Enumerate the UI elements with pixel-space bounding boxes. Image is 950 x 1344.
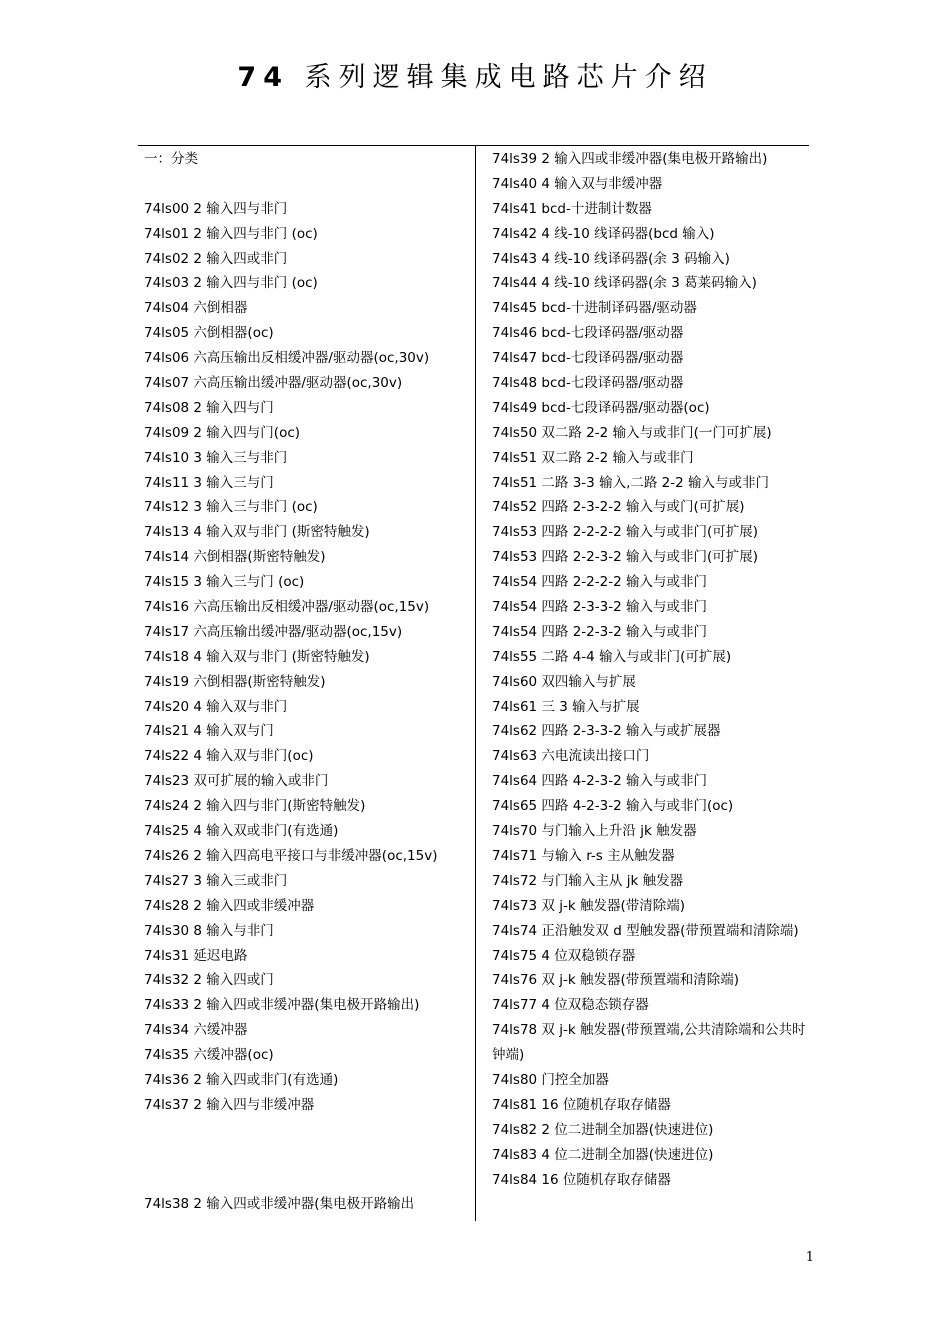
list-item: 74ls18 4 输入双与非门 (斯密特触发)	[144, 648, 370, 665]
list-item: 74ls19 六倒相器(斯密特触发)	[144, 673, 326, 690]
list-item: 74ls54 四路 2-3-3-2 输入与或非门	[492, 599, 707, 616]
page-title-number: 74	[237, 62, 289, 93]
list-item: 74ls08 2 输入四与门	[144, 399, 274, 416]
list-item: 74ls17 六高压输出缓冲器/驱动器(oc,15v)	[144, 623, 403, 640]
list-item: 74ls31 延迟电路	[144, 947, 248, 964]
list-item: 74ls65 四路 4-2-3-2 输入与或非门(oc)	[492, 798, 734, 815]
list-item: 74ls54 四路 2-2-2-2 输入与或非门	[492, 574, 707, 591]
list-item: 74ls81 16 位随机存取存储器	[492, 1096, 671, 1113]
list-item: 74ls03 2 输入四与非门 (oc)	[144, 275, 318, 292]
list-item: 74ls35 六缓冲器(oc)	[144, 1047, 274, 1064]
list-item: 74ls54 四路 2-2-3-2 输入与或非门	[492, 623, 707, 640]
list-item: 74ls09 2 输入四与门(oc)	[144, 424, 301, 441]
list-item: 74ls21 4 输入双与门	[144, 723, 274, 740]
page-title	[0, 55, 950, 94]
list-item: 74ls00 2 输入四与非门	[144, 200, 288, 217]
list-item: 74ls83 4 位二进制全加器(快速进位)	[492, 1146, 714, 1163]
list-item: 74ls82 2 位二进制全加器(快速进位)	[492, 1121, 714, 1138]
list-item: 74ls39 2 输入四或非缓冲器(集电极开路输出)	[492, 151, 768, 167]
list-item: 74ls77 4 位双稳态锁存器	[492, 997, 649, 1014]
list-item: 74ls04 六倒相器	[144, 300, 248, 317]
list-item: 74ls02 2 输入四或非门	[144, 250, 288, 267]
page-title-text: 系列逻辑集成电路芯片介绍	[288, 62, 713, 93]
list-item: 74ls33 2 输入四或非缓冲器(集电极开路输出)	[144, 997, 420, 1014]
list-item: 74ls23 双可扩展的输入或非门	[144, 773, 329, 790]
list-item: 74ls36 2 输入四或非门(有选通)	[144, 1071, 339, 1088]
left-item-list	[144, 197, 469, 1118]
list-item: 74ls49 bcd-七段译码器/驱动器(oc)	[492, 399, 710, 416]
list-item: 74ls25 4 输入双或非门(有选通)	[144, 823, 339, 840]
list-item: 74ls71 与输入 r-s 主从触发器	[492, 847, 675, 864]
list-item: 74ls11 3 输入三与门	[144, 474, 274, 491]
list-item: 74ls48 bcd-七段译码器/驱动器	[492, 375, 684, 392]
list-item: 74ls06 六高压输出反相缓冲器/驱动器(oc,30v)	[144, 350, 430, 367]
list-item: 74ls46 bcd-七段译码器/驱动器	[492, 325, 684, 342]
list-item: 74ls20 4 输入双与非门	[144, 698, 288, 715]
right-column	[492, 147, 810, 1192]
list-item: 74ls16 六高压输出反相缓冲器/驱动器(oc,15v)	[144, 599, 430, 616]
list-item: 74ls75 4 位双稳锁存器	[492, 947, 636, 964]
list-item: 74ls47 bcd-七段译码器/驱动器	[492, 350, 684, 367]
page-number: 1	[805, 1250, 814, 1265]
list-item: 74ls10 3 输入三与非门	[144, 449, 288, 466]
list-item: 74ls84 16 位随机存取存储器	[492, 1171, 671, 1188]
list-item: 74ls76 双 j-k 触发器(带预置端和清除端)	[492, 972, 739, 989]
list-item: 74ls26 2 输入四高电平接口与非缓冲器(oc,15v)	[144, 847, 438, 864]
list-item: 74ls44 4 线-10 线译码器(余 3 葛莱码输入)	[492, 275, 757, 292]
list-item: 74ls51 二路 3-3 输入,二路 2-2 输入与或非门	[492, 474, 769, 491]
left-column	[144, 147, 469, 1217]
list-item: 74ls80 门控全加器	[492, 1072, 609, 1088]
list-item: 74ls51 双二路 2-2 输入与或非门	[492, 449, 694, 466]
list-item: 74ls62 四路 2-3-3-2 输入与或扩展器	[492, 723, 721, 740]
list-item: 74ls34 六缓冲器	[144, 1022, 248, 1039]
list-item: 74ls13 4 输入双与非门 (斯密特触发)	[144, 524, 370, 541]
list-item: 74ls45 bcd-十进制译码器/驱动器	[492, 300, 697, 317]
list-item: 74ls07 六高压输出缓冲器/驱动器(oc,30v)	[144, 375, 403, 392]
list-item: 74ls43 4 线-10 线译码器(余 3 码输入)	[492, 250, 730, 267]
list-item: 74ls74 正沿触发双 d 型触发器(带预置端和清除端)	[492, 922, 799, 939]
list-item: 74ls55 二路 4-4 输入与或非门(可扩展)	[492, 648, 732, 665]
list-item: 74ls50 双二路 2-2 输入与或非门(一门可扩展)	[492, 424, 772, 441]
list-item: 74ls64 四路 4-2-3-2 输入与或非门	[492, 773, 707, 790]
list-item: 74ls41 bcd-十进制计数器	[492, 200, 652, 217]
list-item: 74ls53 四路 2-2-2-2 输入与或非门(可扩展)	[492, 524, 759, 541]
list-item: 74ls12 3 输入三与非门 (oc)	[144, 499, 318, 516]
list-item: 74ls63 六电流读出接口门	[492, 748, 650, 765]
list-item: 74ls73 双 j-k 触发器(带清除端)	[492, 897, 685, 914]
list-item: 74ls61 三 3 输入与扩展	[492, 698, 640, 715]
list-item: 74ls60 双四输入与扩展	[492, 673, 636, 690]
list-item: 74ls72 与门输入主从 jk 触发器	[492, 872, 684, 889]
list-item: 74ls38 2 输入四或非缓冲器(集电极开路输出	[144, 1196, 415, 1213]
right-item-list	[492, 147, 810, 1192]
list-item: 74ls14 六倒相器(斯密特触发)	[144, 549, 326, 566]
list-item: 74ls05 六倒相器(oc)	[144, 325, 274, 342]
list-item: 74ls30 8 输入与非门	[144, 922, 274, 939]
list-item: 74ls78 双 j-k 触发器(带预置端,公共清除端和公共时钟端)	[492, 1022, 806, 1064]
list-item: 74ls15 3 输入三与门 (oc)	[144, 574, 305, 591]
section-heading: 一：分类	[144, 151, 198, 167]
list-item: 74ls37 2 输入四与非缓冲器	[144, 1096, 315, 1113]
list-item: 74ls42 4 线-10 线译码器(bcd 输入)	[492, 225, 715, 242]
list-item: 74ls01 2 输入四与非门 (oc)	[144, 225, 318, 242]
list-item: 74ls52 四路 2-3-2-2 输入与或门(可扩展)	[492, 499, 745, 516]
list-item: 74ls22 4 输入双与非门(oc)	[144, 748, 314, 765]
list-item: 74ls53 四路 2-2-3-2 输入与或非门(可扩展)	[492, 549, 759, 566]
list-item: 74ls70 与门输入上升沿 jk 触发器	[492, 823, 697, 840]
list-item: 74ls40 4 输入双与非缓冲器	[492, 175, 663, 192]
list-item: 74ls27 3 输入三或非门	[144, 872, 288, 889]
list-item: 74ls32 2 输入四或门	[144, 972, 274, 989]
list-item: 74ls28 2 输入四或非缓冲器	[144, 897, 315, 914]
header-rule	[138, 145, 809, 146]
list-item: 74ls24 2 输入四与非门(斯密特触发)	[144, 798, 366, 815]
column-divider	[475, 146, 476, 1221]
